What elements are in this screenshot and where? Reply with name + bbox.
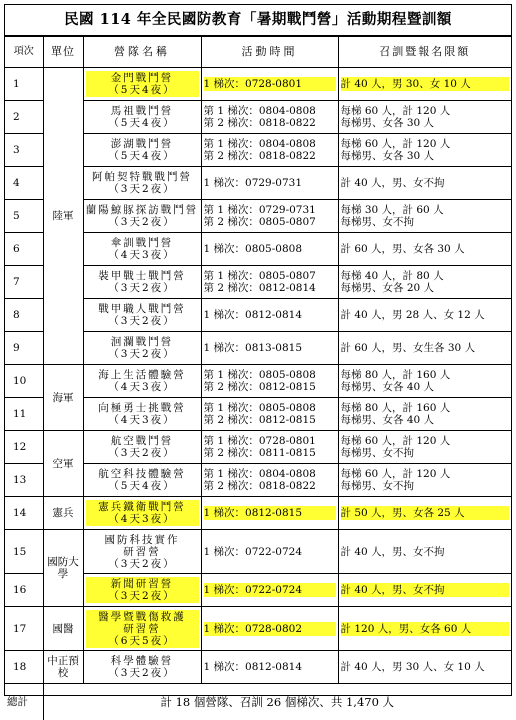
quota-cell-content xyxy=(341,177,510,189)
quota-cell xyxy=(338,651,511,684)
quota-cell-line: 每梯 30 人，計 60 人 xyxy=(341,204,510,216)
camp-name-cell-line: 澎湖戰鬥營 xyxy=(86,138,199,150)
quota-cell-line: 計 40 人，男、女不拘 xyxy=(341,584,510,596)
quota-cell-content xyxy=(341,138,510,162)
quota-cell xyxy=(338,134,511,167)
activity-time-cell-content xyxy=(204,243,336,255)
quota-cell-content xyxy=(341,270,510,294)
activity-time-cell-line: 第 1 梯次：0728-0801 xyxy=(204,435,336,447)
activity-time-cell-line: 第 2 梯次：0812-0815 xyxy=(204,414,336,426)
activity-time-cell-content xyxy=(204,622,336,636)
quota-cell xyxy=(338,200,511,233)
camp-name-cell xyxy=(83,365,201,398)
quota-cell xyxy=(338,497,511,530)
activity-time-cell xyxy=(201,530,338,574)
camp-name-cell-content xyxy=(86,402,199,426)
header-quota: 召訓暨報名限額 xyxy=(338,37,511,68)
camp-name-cell xyxy=(83,574,201,607)
row-number: 4 xyxy=(5,167,43,200)
camp-name-cell-line: 金門戰鬥營 xyxy=(86,72,199,84)
activity-time-cell xyxy=(201,167,338,200)
activity-time-cell-line: 第 1 梯次：0805-0808 xyxy=(204,402,336,414)
activity-time-cell xyxy=(201,101,338,134)
activity-time-cell-line: 第 2 梯次：0812-0814 xyxy=(204,282,336,294)
header-row xyxy=(5,37,511,68)
table-row xyxy=(5,497,511,530)
quota-cell-line: 每梯男、女各 20 人 xyxy=(341,282,510,294)
quota-cell-line: 每梯男、女不拘 xyxy=(341,216,510,228)
table-row xyxy=(5,365,511,398)
activity-time-cell-line: 1 梯次：0728-0801 xyxy=(204,78,336,90)
activity-time-cell-line: 第 2 梯次：0818-0822 xyxy=(204,480,336,492)
activity-time-cell-line: 1 梯次：0813-0815 xyxy=(204,342,336,354)
camp-name-cell-line: （5天4夜） xyxy=(86,84,199,96)
activity-time-cell-line: 1 梯次：0812-0814 xyxy=(204,661,336,673)
table-row xyxy=(5,431,511,464)
quota-cell-line: 計 40 人，男 30 人、女 10 人 xyxy=(341,661,510,673)
quota-cell-content xyxy=(341,583,510,597)
row-number: 3 xyxy=(5,134,43,167)
camp-name-cell xyxy=(83,497,201,530)
quota-cell-content xyxy=(341,506,510,520)
activity-time-cell-content xyxy=(204,506,336,520)
quota-cell-line: 每梯 60 人，計 120 人 xyxy=(341,468,510,480)
camp-name-cell xyxy=(83,464,201,497)
row-number: 12 xyxy=(5,431,43,464)
activity-time-cell-content xyxy=(204,77,336,91)
unit-cell: 陸軍 xyxy=(43,68,83,365)
row-number: 15 xyxy=(5,530,43,574)
activity-time-cell-content xyxy=(204,270,336,294)
activity-time-cell xyxy=(201,266,338,299)
total-row xyxy=(5,684,511,720)
camp-name-cell-line: 傘訓戰鬥營 xyxy=(86,237,199,249)
quota-cell xyxy=(338,266,511,299)
camp-name-cell xyxy=(83,167,201,200)
row-number: 16 xyxy=(5,574,43,607)
quota-cell-line: 每梯男、女不拘 xyxy=(341,480,510,492)
unit-cell: 憲兵 xyxy=(43,497,83,530)
camp-name-cell-line: （4天3夜） xyxy=(86,513,199,525)
activity-time-cell-content xyxy=(204,138,336,162)
camp-name-cell-line: 研習營 xyxy=(86,623,199,635)
header-no: 項次 xyxy=(5,37,43,68)
quota-cell xyxy=(338,398,511,431)
camp-name-cell-line: （5天4夜） xyxy=(86,150,199,162)
camp-name-cell-content xyxy=(86,435,199,459)
camp-name-cell-line: （4天3夜） xyxy=(86,414,199,426)
camp-name-cell xyxy=(83,651,201,684)
quota-cell-line: 每梯 60 人，計 120 人 xyxy=(341,138,510,150)
quota-cell xyxy=(338,464,511,497)
camp-name-cell xyxy=(83,431,201,464)
table-row xyxy=(5,68,511,101)
camp-name-cell-line: （3天2夜） xyxy=(86,348,199,360)
camp-name-cell-line: 蘭陽鯨豚探訪戰鬥營 xyxy=(86,204,199,216)
activity-time-cell-line: 1 梯次：0729-0731 xyxy=(204,177,336,189)
activity-time-cell xyxy=(201,299,338,332)
quota-cell-line: 每梯 60 人，計 120 人 xyxy=(341,435,510,447)
row-number: 1 xyxy=(5,68,43,101)
camp-name-cell-line: 向極勇士挑戰營 xyxy=(86,402,199,414)
activity-time-cell xyxy=(201,431,338,464)
camp-name-cell xyxy=(83,607,201,651)
row-number: 7 xyxy=(5,266,43,299)
document-title: 民國 114 年全民國防教育「暑期戰鬥營」活動期程暨訓額 xyxy=(5,5,511,36)
quota-cell-content xyxy=(341,243,510,255)
activity-time-cell xyxy=(201,365,338,398)
row-number: 11 xyxy=(5,398,43,431)
activity-time-cell-line: 第 2 梯次：0811-0815 xyxy=(204,447,336,459)
quota-cell-line: 每梯男、女不拘 xyxy=(341,447,510,459)
activity-time-cell-line: 第 2 梯次：0818-0822 xyxy=(204,150,336,162)
activity-time-cell-content xyxy=(204,402,336,426)
quota-cell xyxy=(338,607,511,651)
camp-name-cell-line: （3天2夜） xyxy=(86,558,199,570)
camp-name-cell-line: （3天2夜） xyxy=(86,282,199,294)
quota-cell-line: 每梯男、女各 40 人 xyxy=(341,381,510,393)
camp-name-cell-content xyxy=(86,534,199,570)
camp-name-cell xyxy=(83,233,201,266)
quota-cell xyxy=(338,332,511,365)
quota-cell-content xyxy=(341,369,510,393)
activity-time-cell-content xyxy=(204,309,336,321)
quota-cell-line: 計 50 人，男、女各 25 人 xyxy=(341,507,510,519)
activity-time-cell-line: 第 1 梯次：0805-0807 xyxy=(204,270,336,282)
quota-cell-line: 每梯 80 人，計 160 人 xyxy=(341,402,510,414)
quota-cell-content xyxy=(341,622,510,636)
camp-name-cell-line: （3天2夜） xyxy=(86,590,199,602)
camp-name-cell-content xyxy=(86,336,199,360)
camp-name-cell-line: 戰甲職人戰鬥營 xyxy=(86,303,199,315)
quota-cell xyxy=(338,530,511,574)
camp-name-cell-content xyxy=(86,138,199,162)
camp-name-cell-line: 科學體驗營 xyxy=(86,655,199,667)
quota-cell-line: 每梯男、女各 40 人 xyxy=(341,414,510,426)
camp-name-cell-line: 洄瀾戰鬥營 xyxy=(86,336,199,348)
activity-time-cell-content xyxy=(204,105,336,129)
quota-cell-content xyxy=(341,105,510,129)
quota-cell-line: 計 40 人，男、女不拘 xyxy=(341,546,510,558)
header-unit: 單位 xyxy=(43,37,83,68)
camp-name-cell-line: 新聞研習營 xyxy=(86,578,199,590)
camp-name-cell-content xyxy=(86,204,199,228)
camp-name-cell-line: （4天3夜） xyxy=(86,381,199,393)
quota-cell-content xyxy=(341,468,510,492)
schedule-table xyxy=(5,36,511,720)
total-label: 總計 xyxy=(5,684,43,720)
table-row xyxy=(5,607,511,651)
row-number: 2 xyxy=(5,101,43,134)
quota-cell-line: 計 60 人，男、女各 30 人 xyxy=(341,243,510,255)
activity-time-cell-content xyxy=(204,369,336,393)
camp-name-cell-content xyxy=(86,71,199,97)
unit-cell: 海軍 xyxy=(43,365,83,431)
activity-time-cell-line: 第 1 梯次：0804-0808 xyxy=(204,105,336,117)
activity-time-cell-content xyxy=(204,435,336,459)
quota-cell-content xyxy=(341,435,510,459)
unit-cell: 空軍 xyxy=(43,431,83,497)
camp-name-cell-line: 醫學暨戰傷救護 xyxy=(86,611,199,623)
camp-name-cell xyxy=(83,101,201,134)
activity-time-cell-line: 1 梯次：0812-0815 xyxy=(204,507,336,519)
camp-name-cell xyxy=(83,332,201,365)
camp-name-cell-line: （3天2夜） xyxy=(86,183,199,195)
row-number: 9 xyxy=(5,332,43,365)
quota-cell-content xyxy=(341,342,510,354)
quota-cell xyxy=(338,574,511,607)
camp-name-cell-line: 研習營 xyxy=(86,546,199,558)
activity-time-cell xyxy=(201,134,338,167)
quota-cell-line: 計 40 人，男 30、女 10 人 xyxy=(341,78,510,90)
activity-time-cell xyxy=(201,651,338,684)
activity-time-cell-content xyxy=(204,177,336,189)
total-text: 計 18 個營隊、召訓 26 個梯次、共 1,470 人 xyxy=(43,684,511,720)
activity-time-cell xyxy=(201,68,338,101)
camp-name-cell-line: 裝甲戰士戰鬥營 xyxy=(86,270,199,282)
quota-cell xyxy=(338,167,511,200)
camp-name-cell-line: （6天5夜） xyxy=(86,635,199,647)
camp-name-cell-content xyxy=(86,655,199,679)
camp-name-cell xyxy=(83,68,201,101)
quota-cell-line: 計 40 人，男、女不拘 xyxy=(341,177,510,189)
quota-cell-content xyxy=(341,546,510,558)
activity-time-cell-line: 第 1 梯次：0804-0808 xyxy=(204,468,336,480)
unit-cell: 國醫 xyxy=(43,607,83,651)
activity-time-cell xyxy=(201,607,338,651)
camp-name-cell-line: 阿帕契特戰戰鬥營 xyxy=(86,171,199,183)
activity-time-cell-content xyxy=(204,583,336,597)
camp-name-cell-line: 憲兵鐵衛戰鬥營 xyxy=(86,501,199,513)
row-number: 13 xyxy=(5,464,43,497)
activity-time-cell-line: 第 1 梯次：0805-0808 xyxy=(204,369,336,381)
camp-name-cell-line: 國防科技實作 xyxy=(86,534,199,546)
activity-time-cell-content xyxy=(204,546,336,558)
unit-cell: 中正預校 xyxy=(43,651,83,684)
camp-name-cell-line: （5天4夜） xyxy=(86,480,199,492)
quota-cell-content xyxy=(341,309,510,321)
activity-time-cell-line: 第 1 梯次：0729-0731 xyxy=(204,204,336,216)
camp-name-cell-content xyxy=(86,105,199,129)
camp-name-cell-content xyxy=(86,610,199,648)
activity-time-cell-content xyxy=(204,342,336,354)
row-number: 17 xyxy=(5,607,43,651)
activity-time-cell-line: 1 梯次：0812-0814 xyxy=(204,309,336,321)
quota-cell xyxy=(338,365,511,398)
quota-cell xyxy=(338,68,511,101)
quota-cell-line: 計 60 人，男、女生各 30 人 xyxy=(341,342,510,354)
activity-time-cell-line: 1 梯次：0728-0802 xyxy=(204,623,336,635)
camp-name-cell-content xyxy=(86,500,199,526)
table-row xyxy=(5,530,511,574)
row-number: 6 xyxy=(5,233,43,266)
activity-time-cell-line: 第 1 梯次：0804-0808 xyxy=(204,138,336,150)
row-number: 5 xyxy=(5,200,43,233)
activity-time-cell xyxy=(201,464,338,497)
quota-cell-content xyxy=(341,77,510,91)
quota-cell-line: 每梯男、女各 30 人 xyxy=(341,150,510,162)
quota-cell-line: 每梯 40 人，計 80 人 xyxy=(341,270,510,282)
activity-time-cell-content xyxy=(204,661,336,673)
quota-cell-line: 計 120 人，男、女各 60 人 xyxy=(341,623,510,635)
activity-time-cell xyxy=(201,574,338,607)
activity-time-cell-content xyxy=(204,204,336,228)
camp-name-cell xyxy=(83,530,201,574)
camp-name-cell-line: 馬祖戰鬥營 xyxy=(86,105,199,117)
camp-name-cell-line: （3天2夜） xyxy=(86,667,199,679)
camp-name-cell-line: （5天4夜） xyxy=(86,117,199,129)
quota-cell xyxy=(338,299,511,332)
quota-cell-line: 計 40 人，男 28 人、女 12 人 xyxy=(341,309,510,321)
row-number: 14 xyxy=(5,497,43,530)
activity-time-cell xyxy=(201,332,338,365)
quota-cell-line: 每梯男、女各 30 人 xyxy=(341,117,510,129)
quota-cell-line: 每梯 80 人，計 160 人 xyxy=(341,369,510,381)
activity-time-cell-line: 第 2 梯次：0818-0822 xyxy=(204,117,336,129)
activity-time-cell xyxy=(201,200,338,233)
schedule-document xyxy=(4,4,512,696)
quota-cell xyxy=(338,233,511,266)
quota-cell-content xyxy=(341,204,510,228)
camp-name-cell-content xyxy=(86,369,199,393)
camp-name-cell-line: 航空科技體驗營 xyxy=(86,468,199,480)
camp-name-cell xyxy=(83,299,201,332)
camp-name-cell-line: （3天2夜） xyxy=(86,447,199,459)
camp-name-cell-content xyxy=(86,171,199,195)
camp-name-cell xyxy=(83,134,201,167)
activity-time-cell xyxy=(201,497,338,530)
row-number: 18 xyxy=(5,651,43,684)
camp-name-cell-content xyxy=(86,237,199,261)
camp-name-cell-line: （3天2夜） xyxy=(86,315,199,327)
camp-name-cell xyxy=(83,266,201,299)
activity-time-cell xyxy=(201,398,338,431)
quota-cell-content xyxy=(341,661,510,673)
quota-cell-line: 每梯 60 人，計 120 人 xyxy=(341,105,510,117)
row-number: 8 xyxy=(5,299,43,332)
camp-name-cell-content xyxy=(86,303,199,327)
camp-name-cell-content xyxy=(86,468,199,492)
header-time: 活動時間 xyxy=(201,37,338,68)
camp-name-cell xyxy=(83,398,201,431)
camp-name-cell-line: （4天3夜） xyxy=(86,249,199,261)
quota-cell xyxy=(338,101,511,134)
activity-time-cell-line: 第 2 梯次：0805-0807 xyxy=(204,216,336,228)
header-camp: 營隊名稱 xyxy=(83,37,201,68)
camp-name-cell-line: 航空戰鬥營 xyxy=(86,435,199,447)
activity-time-cell-line: 1 梯次：0805-0808 xyxy=(204,243,336,255)
unit-cell: 國防大學 xyxy=(43,530,83,607)
camp-name-cell xyxy=(83,200,201,233)
activity-time-cell-line: 第 2 梯次：0812-0815 xyxy=(204,381,336,393)
quota-cell xyxy=(338,431,511,464)
activity-time-cell-line: 1 梯次：0722-0724 xyxy=(204,584,336,596)
camp-name-cell-content xyxy=(86,577,199,603)
camp-name-cell-line: （3天2夜） xyxy=(86,216,199,228)
table-row xyxy=(5,651,511,684)
activity-time-cell-content xyxy=(204,468,336,492)
row-number: 10 xyxy=(5,365,43,398)
activity-time-cell xyxy=(201,233,338,266)
quota-cell-content xyxy=(341,402,510,426)
activity-time-cell-line: 1 梯次：0722-0724 xyxy=(204,546,336,558)
camp-name-cell-content xyxy=(86,270,199,294)
camp-name-cell-line: 海上生活體驗營 xyxy=(86,369,199,381)
